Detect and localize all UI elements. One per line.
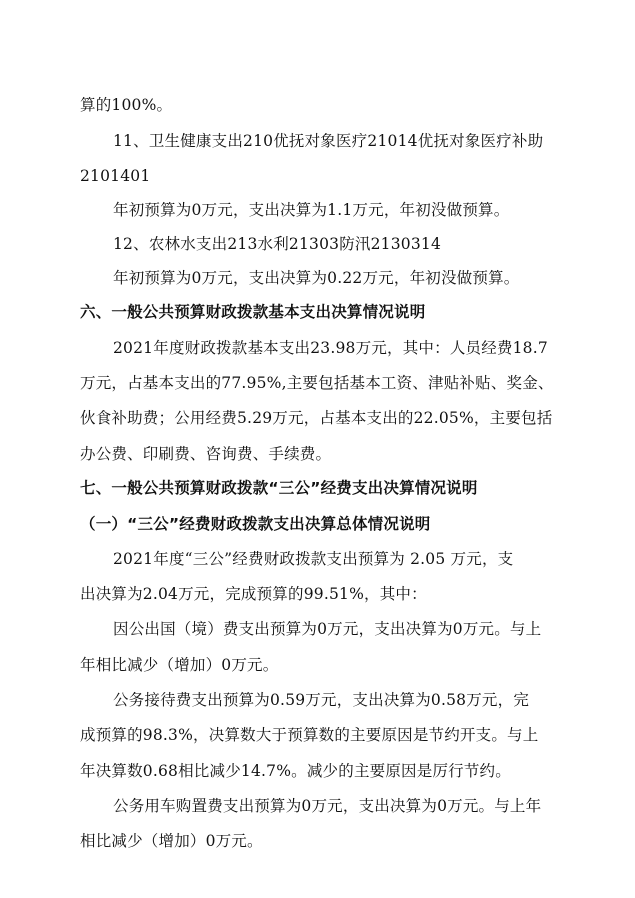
text-line: 因公出国（境）费支出预算为0万元，支出决算为0万元。与上 xyxy=(113,620,542,638)
text-line: 相比减少（增加）0万元。 xyxy=(80,832,263,850)
text-line: 成预算的98.3%，决算数大于预算数的主要原因是节约开支。与上 xyxy=(80,726,539,744)
text-line: 11、卫生健康支出210优抚对象医疗21014优抚对象医疗补助 xyxy=(113,132,544,150)
text-line: 年初预算为0万元，支出决算为1.1万元，年初没做预算。 xyxy=(113,201,510,219)
text-line: 2021年度“三公”经费财政拨款支出预算为 2.05 万元，支 xyxy=(113,550,514,568)
text-line: 算的100%。 xyxy=(80,96,173,114)
text-line: 公务用车购置费支出预算为0万元，支出决算为0万元。与上年 xyxy=(113,797,542,815)
text-line: 公务接待费支出预算为0.59万元，支出决算为0.58万元，完 xyxy=(113,691,530,709)
section-heading-6: 六、一般公共预算财政拨款基本支出决算情况说明 xyxy=(80,303,426,321)
text-line: 办公费、印刷费、咨询费、手续费。 xyxy=(80,445,332,463)
text-line: 万元，占基本支出的77.95%,主要包括基本工资、津贴补贴、奖金、 xyxy=(80,374,554,392)
text-line: 出决算为2.04万元，完成预算的99.51%，其中： xyxy=(80,585,427,603)
subsection-heading-1: （一）“三公”经费财政拨款支出决算总体情况说明 xyxy=(80,515,431,533)
text-line: 年决算数0.68相比减少14.7%。减少的主要原因是厉行节约。 xyxy=(80,762,511,780)
text-line: 伙食补助费；公用经费5.29万元，占基本支出的22.05%，主要包括 xyxy=(80,409,553,427)
text-line: 2101401 xyxy=(80,167,151,185)
text-line: 12、农林水支出213水利21303防汛2130314 xyxy=(113,235,442,253)
text-line: 2021年度财政拨款基本支出23.98万元，其中：人员经费18.7 xyxy=(113,339,548,357)
section-heading-7: 七、一般公共预算财政拨款“三公”经费支出决算情况说明 xyxy=(80,479,478,497)
text-line: 年初预算为0万元，支出决算为0.22万元，年初没做预算。 xyxy=(113,269,520,287)
text-line: 年相比减少（增加）0万元。 xyxy=(80,656,279,674)
